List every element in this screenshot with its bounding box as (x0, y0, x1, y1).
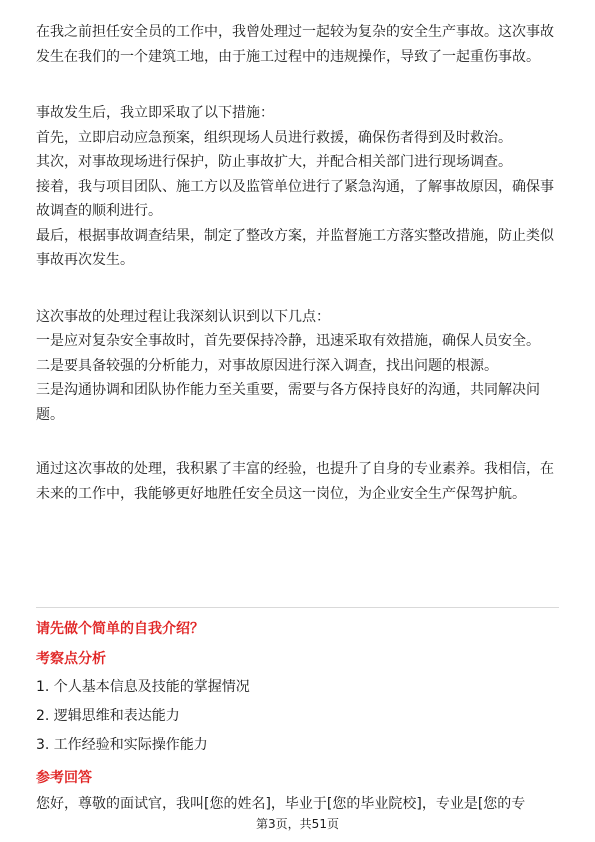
answer-text: 您好，尊敬的面试官，我叫[您的姓名]，毕业于[您的毕业院校]，专业是[您的专 (36, 796, 526, 812)
lesson-item: 一是应对复杂安全事故时，首先要保持冷静，迅速采取有效措施，确保人员安全。 (36, 333, 540, 349)
analysis-point: 2. 逻辑思维和表达能力 (36, 708, 180, 724)
conclusion-paragraph: 通过这次事故的处理，我积累了丰富的经验，也提升了自身的专业素养。我相信，在未来的工作中，我能够更好地胜任安全员这一岗位，为企业安全生产保驾护航。 (36, 461, 554, 502)
measure-item: 接着，我与项目团队、施工方以及监管单位进行了紧急沟通，了解事故原因，确保事故调查的顺利进行。 (36, 178, 554, 219)
analysis-point: 3. 工作经验和实际操作能力 (36, 737, 208, 753)
question-title: 请先做个简单的自我介绍？ (36, 621, 204, 637)
analysis-point: 1. 个人基本信息及技能的掌握情况 (36, 679, 250, 695)
measures-heading: 事故发生后，我立即采取了以下措施： (36, 105, 274, 121)
intro-paragraph: 在我之前担任安全员的工作中，我曾处理过一起较为复杂的安全生产事故。这次事故发生在我们的一个建筑工地，由于施工过程中的违规操作，导致了一起重伤事故。 (36, 24, 554, 65)
interview-question-section (36, 617, 559, 816)
lessons-heading: 这次事故的处理过程让我深刻认识到以下几点： (36, 308, 330, 325)
measure-item: 首先，立即启动应急预案，组织现场人员进行救援，确保伤者得到及时救治。 (36, 129, 512, 146)
answer-label: 参考回答 (36, 770, 92, 786)
section-divider (36, 607, 559, 608)
analysis-label: 考察点分析 (36, 651, 106, 667)
document-body (36, 20, 559, 506)
spacer (36, 273, 559, 305)
measure-item: 其次，对事故现场进行保护，防止事故扩大，并配合相关部门进行现场调查。 (36, 154, 512, 170)
page-number: 第3页，共51页 (256, 817, 339, 831)
spacer (36, 427, 559, 457)
measure-item: 最后，根据事故调查结果，制定了整改方案，并监督施工方落实整改措施，防止类似事故再次发生。 (36, 227, 554, 268)
lesson-item: 二是要具备较强的分析能力，对事故原因进行深入调查，找出问题的根源。 (36, 357, 498, 374)
lesson-item: 三是沟通协调和团队协作能力至关重要，需要与各方保持良好的沟通，共同解决问题。 (36, 382, 540, 423)
spacer (36, 69, 559, 101)
